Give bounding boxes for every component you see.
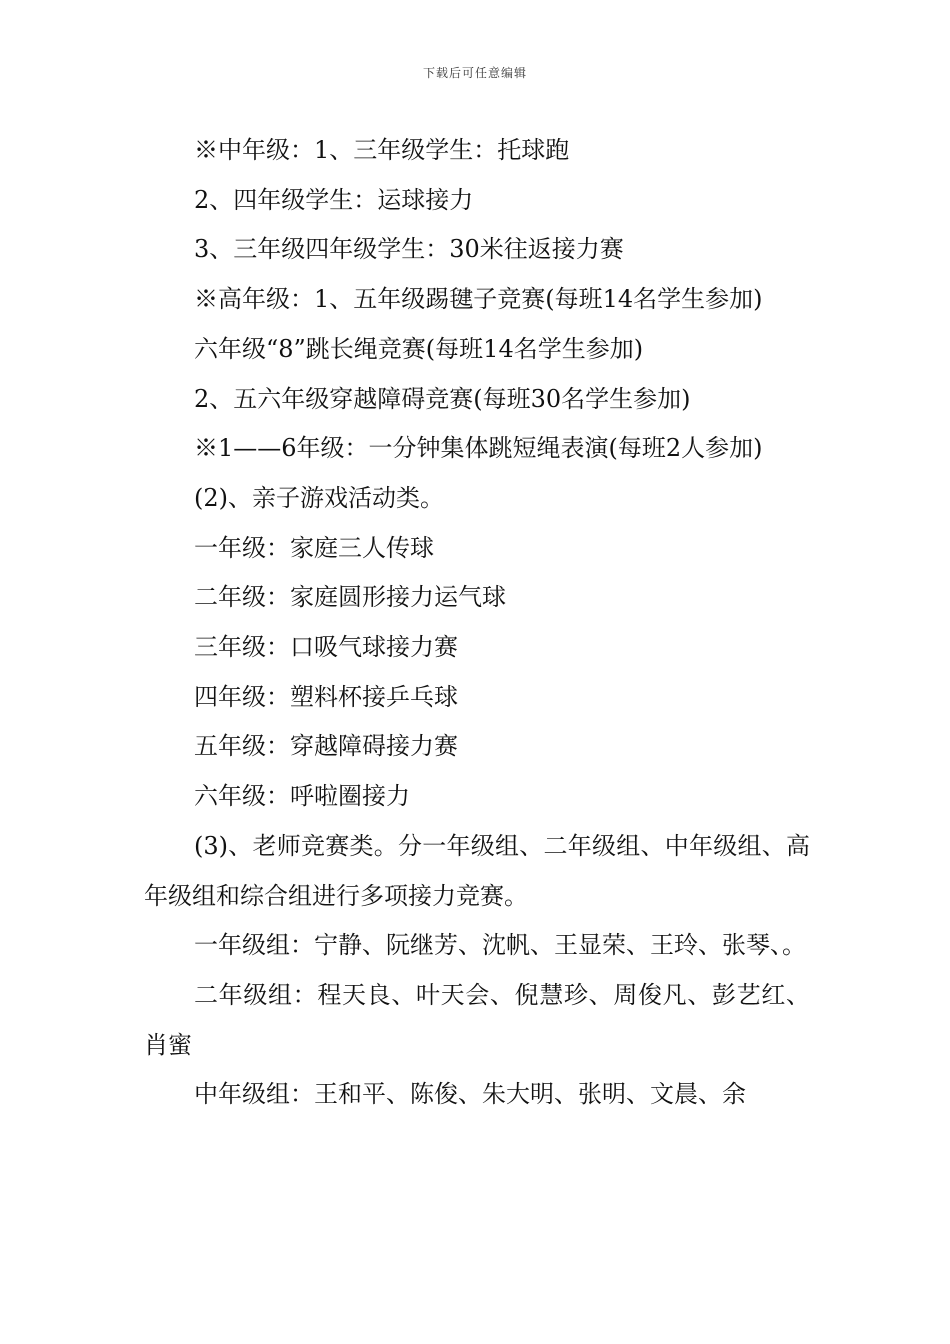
paragraph-grade-6-game: 六年级：呼啦圈接力 bbox=[194, 782, 410, 811]
paragraph-middle-grade-team: 中年级组：王和平、陈俊、朱大明、张明、文晨、余 bbox=[194, 1080, 746, 1109]
paragraph-upper-grade-item-2: 2、五六年级穿越障碍竞赛(每班30名学生参加) bbox=[194, 384, 691, 413]
paragraph-middle-grade-item-3: 3、三年级四年级学生：30米往返接力赛 bbox=[194, 235, 624, 264]
paragraph-upper-grade-item-1: ※高年级：1、五年级踢毽子竞赛(每班14名学生参加) bbox=[194, 285, 763, 314]
paragraph-grade-4-game: 四年级：塑料杯接乒乓球 bbox=[194, 682, 458, 711]
paragraph-middle-grade-item-2: 2、四年级学生：运球接力 bbox=[194, 185, 474, 214]
paragraph-upper-grade-rope: 六年级“8”跳长绳竞赛(每班14名学生参加) bbox=[194, 334, 644, 363]
paragraph-grade-5-game: 五年级：穿越障碍接力赛 bbox=[194, 732, 458, 761]
paragraph-section-teacher-competition: (3)、老师竞赛类。分一年级组、二年级组、中年级组、高年级组和综合组进行多项接力竞赛。 bbox=[144, 831, 810, 910]
paragraph-grade-1-team: 一年级组：宁静、阮继芳、沈帆、王显荣、王玲、张琴、。 bbox=[194, 931, 806, 960]
paragraph-grade-2-game: 二年级：家庭圆形接力运气球 bbox=[194, 583, 506, 612]
document-body bbox=[144, 126, 810, 1120]
paragraph-grade-1-game: 一年级：家庭三人传球 bbox=[194, 533, 434, 562]
paragraph-section-parent-child: (2)、亲子游戏活动类。 bbox=[194, 483, 444, 512]
paragraph-all-grades-performance: ※1——6年级：一分钟集体跳短绳表演(每班2人参加) bbox=[194, 434, 763, 463]
paragraph-grade-3-game: 三年级：口吸气球接力赛 bbox=[194, 633, 458, 662]
page-header-note: 下载后可任意编辑 bbox=[422, 66, 527, 80]
paragraph-grade-2-team: 二年级组：程天良、叶天会、倪慧珍、周俊凡、彭艺红、肖蜜 bbox=[144, 980, 810, 1059]
paragraph-middle-grade-item-1: ※中年级：1、三年级学生：托球跑 bbox=[194, 136, 570, 164]
